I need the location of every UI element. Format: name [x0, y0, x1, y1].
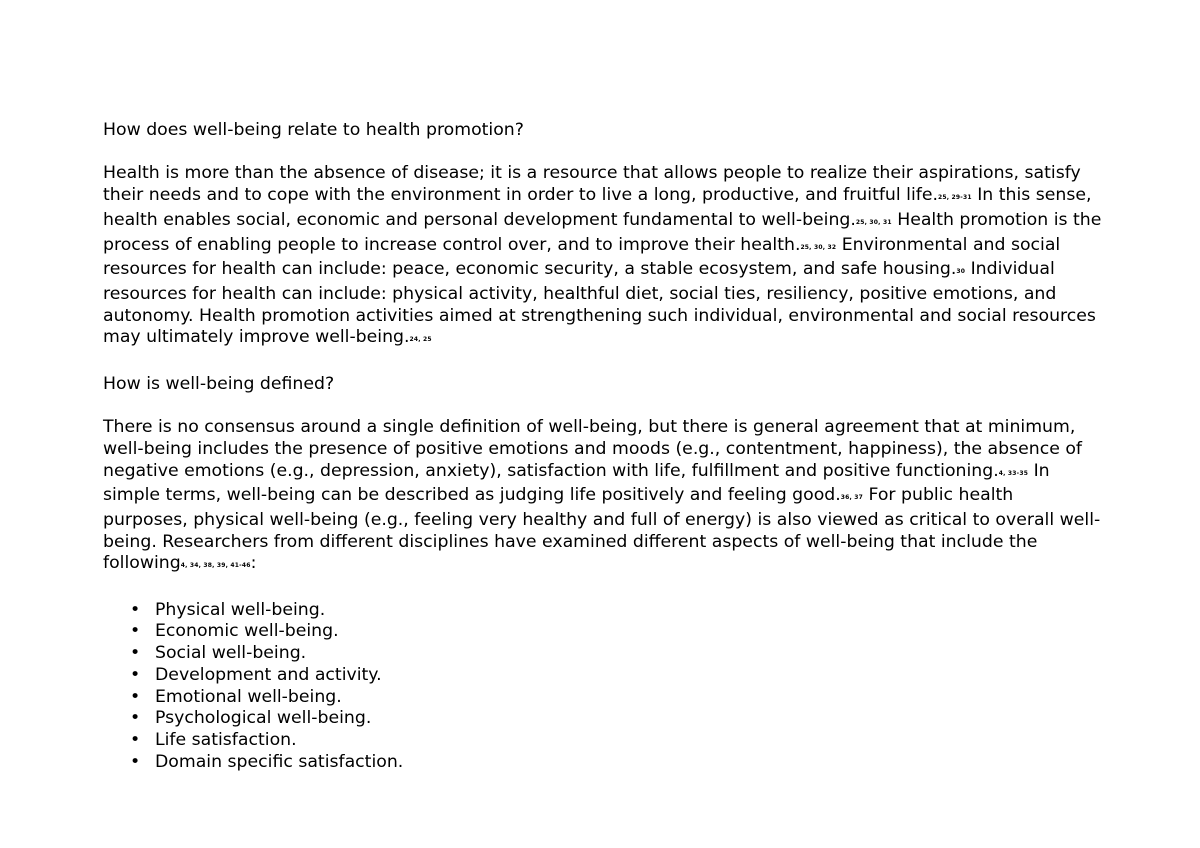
well-being-aspects-list	[103, 600, 1103, 774]
bullet-icon: •	[130, 686, 141, 707]
list-item	[103, 643, 1103, 665]
document-page	[103, 120, 1103, 773]
list-item	[103, 708, 1103, 730]
bullet-icon: •	[130, 751, 141, 772]
bullet-icon: •	[130, 621, 141, 642]
list-item	[103, 665, 1103, 687]
citation-reference: 36, 37	[840, 494, 864, 502]
citation-reference: 30	[956, 268, 966, 276]
list-item-text: Life satisfaction.	[155, 729, 297, 750]
citation-reference: 4, 34, 38, 39, 41-46	[180, 562, 251, 570]
bullet-icon: •	[130, 599, 141, 620]
citation-reference: 4, 33-35	[998, 469, 1029, 477]
section-heading-health-promotion: How does well-being relate to health promotion?	[103, 120, 524, 140]
list-item-text: Physical well-being.	[155, 599, 326, 620]
bullet-icon: •	[130, 708, 141, 729]
section-heading-well-being-defined: How is well-being defined?	[103, 373, 335, 394]
list-item-text: Domain specific satisfaction.	[155, 751, 404, 772]
spacer	[103, 352, 1103, 374]
spacer	[103, 395, 1103, 417]
paragraph-text: Individual resources for health can include: physical activity, healthful diet, social ties, resiliency, positive emotions, and autonomy. Health promotion activities aimed at strengthening such individual, environmental and social resources may ultimately improve well-being.	[103, 259, 1096, 348]
spacer	[103, 578, 1103, 600]
bullet-icon: •	[130, 664, 141, 685]
bullet-icon: •	[130, 729, 141, 750]
paragraph-health-promotion	[103, 163, 1103, 352]
list-item	[103, 600, 1103, 622]
paragraph-text: In simple terms, well-being can be described as judging life positively and feeling good.	[103, 460, 1050, 506]
citation-reference: 25, 29-31	[937, 194, 972, 202]
bullet-icon: •	[130, 643, 141, 664]
citation-reference: 25, 30, 31	[855, 218, 892, 226]
list-item	[103, 621, 1103, 643]
list-item-text: Emotional well-being.	[155, 686, 342, 707]
citation-reference: 25, 30, 32	[800, 243, 837, 251]
list-item-text: Social well-being.	[155, 643, 307, 664]
paragraph-text: For public health purposes, physical well-being (e.g., feeling very healthy and full of energy) is also viewed as critical to overall well-being. Researchers from different disciplines have examined different aspects of well-being that include the following	[103, 485, 1101, 574]
paragraph-text: There is no consensus around a single definition of well-being, but there is general agreement that at minimum, well-being includes the presence of positive emotions and moods (e.g., contentment, happiness), the absence of negative emotions (e.g., depression, anxiety), satisfaction with life, fulfillment and positive functioning.	[103, 417, 1082, 481]
spacer	[103, 142, 1103, 164]
citation-reference: 24, 25	[409, 336, 432, 344]
paragraph-well-being-definition	[103, 417, 1103, 578]
paragraph-text: In this sense, health enables social, economic and personal development fundamental to well-being.	[103, 185, 1092, 230]
list-item-text: Development and activity.	[155, 664, 382, 685]
paragraph-text: Health is more than the absence of disease; it is a resource that allows people to realize their aspirations, satisfy their needs and to cope with the environment in order to live a long, productive, and fruitful life.	[103, 163, 1081, 206]
paragraph-text: Health promotion is the process of enabling people to increase control over, and to improve their health.	[103, 209, 1102, 255]
paragraph-text: :	[250, 553, 257, 574]
list-item	[103, 730, 1103, 752]
list-item-text: Psychological well-being.	[155, 708, 372, 729]
paragraph-text: Environmental and social resources for health can include: peace, economic security, a stable ecosystem, and safe housing.	[103, 234, 1061, 280]
list-item	[103, 687, 1103, 709]
list-item-text: Economic well-being.	[155, 621, 339, 642]
list-item	[103, 752, 1103, 774]
